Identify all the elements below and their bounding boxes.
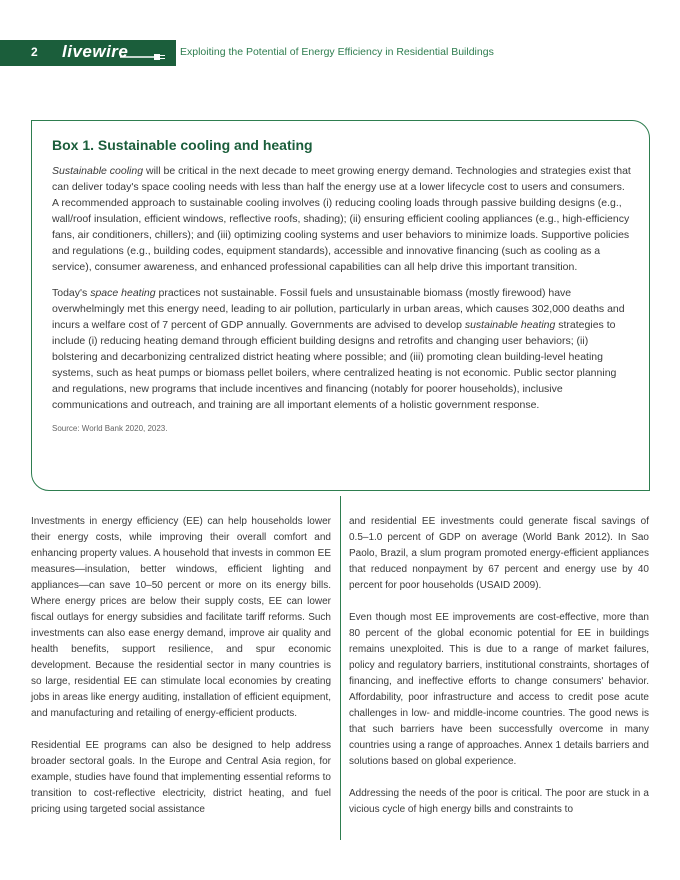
- body-column-right: [349, 514, 649, 834]
- body-paragraph: Even though most EE improvements are cost-effective, more than 80 percent of the global economic potential for EE in buildings remains unexploited. This is due to a range of market failures, policy and regulatory barriers, institutional constraints, shortages of financing, and ineffective efforts to change consumers' behavior. Affordability, poor infrastructure and access to credit pose acute challenges in low- and middle-income countries. The good news is that such barriers have been successfully overcome in many countries using a range of approaches. Annex 1 details barriers and solutions based on global experience.: [349, 612, 649, 767]
- page-tab: [0, 40, 176, 66]
- box-paragraph-cooling: [52, 163, 631, 275]
- emphasis-sustainable-heating: sustainable heating: [464, 319, 556, 331]
- body-paragraph: and residential EE investments could generate fiscal savings of 0.5–1.0 percent of GDP on average (World Bank 2012). In Sao Paolo, Brazil, a slum program promoted energy-efficient appliances that reduced nonpayment by 67 percent and energy use by 40 percent for poor households (USAID 2009).: [349, 516, 649, 591]
- box-paragraph-heating-text-b: practices not sustainable. Fossil fuels and unsustainable biomass (mostly firewood) have overwhelmingly met this energy need, leading to air pollution, particularly in urban areas, which causes 302,000 deaths and incurs a welfare cost of 7 percent of GDP annually. Governments are advised to develop: [52, 287, 625, 331]
- plug-icon: [120, 53, 166, 61]
- box-paragraph-heating-text-a: Today's: [52, 287, 91, 299]
- body-paragraph: Addressing the needs of the poor is critical. The poor are stuck in a vicious cycle of high energy bills and constraints to: [349, 788, 649, 815]
- box-paragraph-heating: [52, 285, 631, 413]
- box-paragraph-cooling-text: will be critical in the next decade to meet growing energy demand. Technologies and strategies exist that can deliver today's space cooling needs with less than half the energy use at a lower lifecycle cost to users and consumers. A recommended approach to sustainable cooling involves (i) reducing cooling loads through passive building designs (e.g., wall/roof insulation, efficient windows, reflective roofs, shading); (ii) ensuring efficient cooling appliances (e.g., high-efficiency fans, air conditioners, chillers); and (iii) optimizing cooling systems and user behaviors to minimize loads. Supportive policies and regulations (e.g., building codes, equipment standards), accessible and innovative financing (such as cooling as a service), consumer awareness, and enhanced professional capabilities can all help drive this important transition.: [52, 165, 631, 273]
- box-source: Source: World Bank 2020, 2023.: [52, 424, 168, 433]
- emphasis-sustainable-cooling: Sustainable cooling: [52, 165, 144, 177]
- box-title: Box 1. Sustainable cooling and heating: [52, 137, 313, 153]
- running-title: Exploiting the Potential of Energy Efficiency in Residential Buildings: [180, 46, 494, 58]
- box-paragraph-heating-text-c: strategies to include (i) reducing heating demand through efficient building designs and retrofits and changing user behaviors; (ii) bolstering and decarbonizing centralized district heating where possible; and (iii) promoting clean building-level heating systems, such as heat pumps or biomass pellet boilers, where centralized heating is not economic. Public sector planning and regulations, new programs that include incentives and financing (notably for poorer households), inclusive communications and outreach, and training are all important elements of a holistic government response.: [52, 319, 617, 411]
- emphasis-space-heating: space heating: [90, 287, 156, 299]
- body-paragraph: Residential EE programs can also be designed to help address broader sectoral goals. In the Europe and Central Asia region, for example, studies have found that implementing essential reforms to transition to cost-reflective electricity, district heating, and fuel pricing using targeted social assistance: [31, 740, 331, 815]
- body-column-left: [31, 514, 331, 834]
- page-number: 2: [31, 45, 38, 59]
- livewire-logo: livewire: [62, 42, 129, 61]
- body-paragraph: Investments in energy efficiency (EE) can help households lower their energy costs, while improving their overall comfort and enhancing property values. A household that invests in common EE measures—insulation, better windows, efficient lighting and appliances—can save 10–50 percent or more on its energy bills. Where energy prices are below their supply costs, EE can lower fiscal outlays for energy subsidies and facilitate tariff reforms. Such investments can also ease energy demand, improve air quality and health benefits, support resilience, and spur economic development. Because the residential sector in many countries is so large, residential EE can stimulate local economies by creating jobs in areas like energy auditing, installation of efficient equipment, and manufacturing and retailing of energy-efficient products.: [31, 516, 331, 719]
- column-divider: [340, 496, 341, 840]
- box-sustainable-cooling-heating: [31, 120, 650, 491]
- page-header: [0, 40, 680, 66]
